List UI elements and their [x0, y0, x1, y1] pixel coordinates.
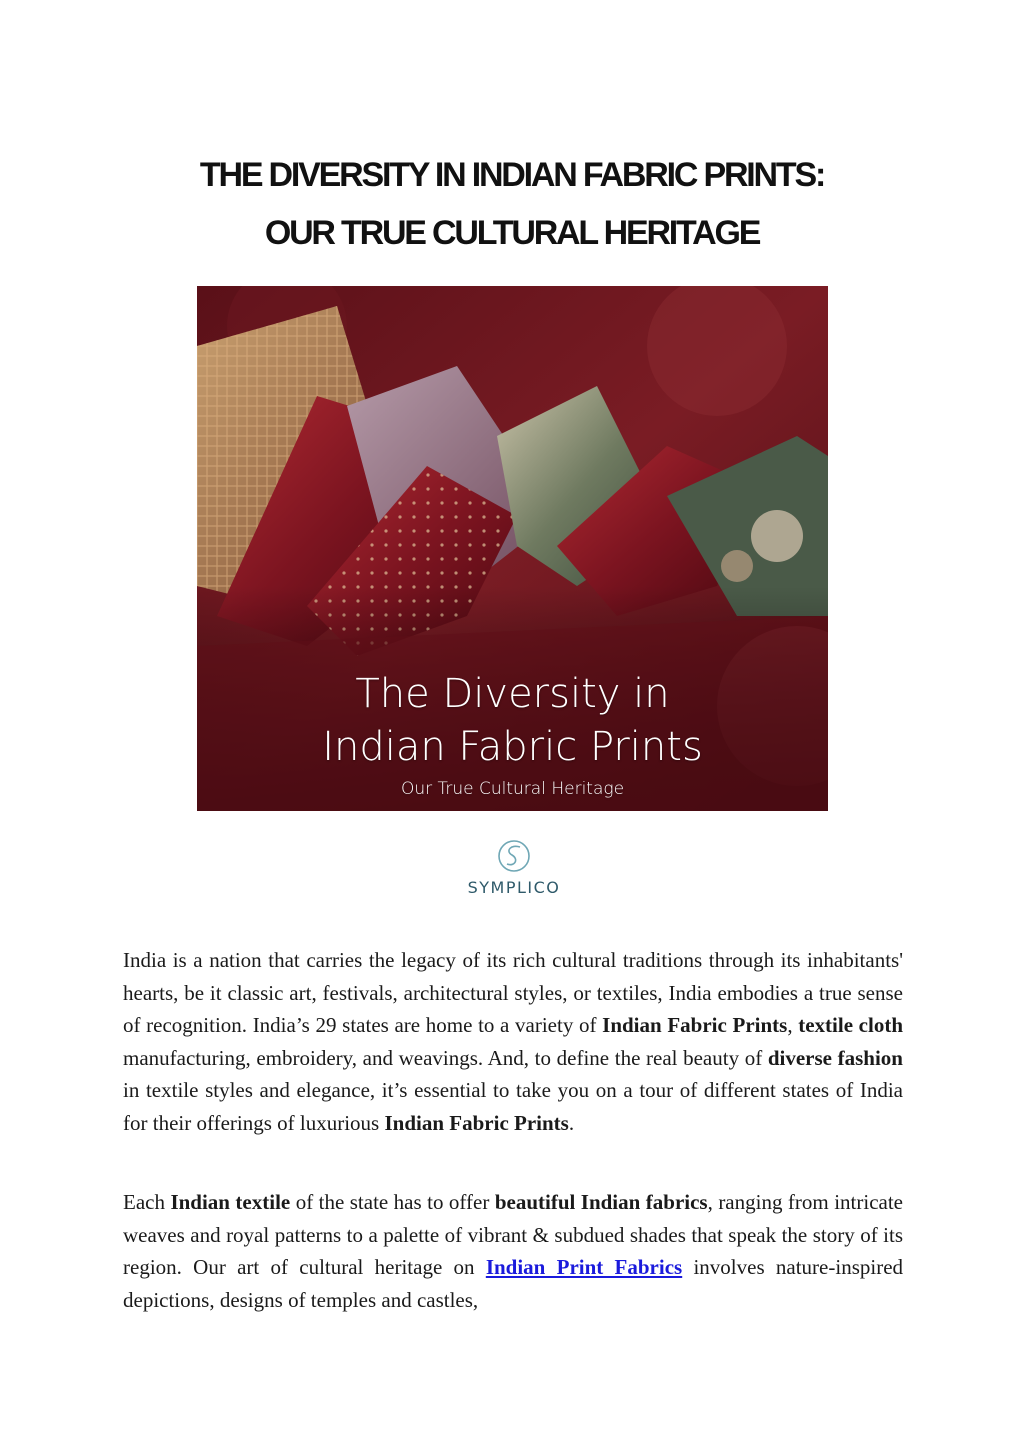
p1-bold-indian-fabric-prints: Indian Fabric Prints: [602, 1013, 788, 1037]
p1-bold-indian-fabric-prints-2: Indian Fabric Prints: [384, 1110, 569, 1135]
indian-print-fabrics-link[interactable]: Indian Print Fabrics: [485, 1255, 683, 1279]
symplico-logo-text: SYMPLICO: [467, 878, 561, 897]
second-paragraph: [123, 1186, 903, 1316]
p2-text-2: of the state has to offer: [290, 1190, 495, 1214]
p1-text-1: India is a nation that carries the legacy of its rich cultural traditions through its inhabitants' hearts, be it classic art, festivals, architectural styles, or textiles, India embodies a true sense of recognition. India’s 29 states are home to a variety of: [123, 948, 903, 1037]
p2-bold-indian-textile: Indian textile: [170, 1190, 291, 1214]
p1-bold-textile-cloth: textile cloth: [798, 1013, 904, 1037]
symplico-logo-icon: [455, 838, 573, 878]
p2-text-3: , ranging from intricate weaves and royal patterns to a palette of vibrant & subdued shades that speak the story of its region. Our art of cultural heritage on: [123, 1190, 903, 1279]
p1-text-2: ,: [787, 1013, 799, 1037]
symplico-logo: [455, 838, 573, 900]
p2-text-1: Each: [123, 1190, 171, 1214]
p2-bold-beautiful-indian-fabrics: beautiful Indian fabrics: [494, 1190, 708, 1214]
p1-bold-diverse-fashion: diverse fashion: [767, 1045, 903, 1070]
hero-overlay-line-3: Our True Cultural Heritage: [400, 779, 625, 799]
intro-paragraph: [123, 944, 903, 1139]
p1-text-4: in textile styles and elegance, it’s essential to take you on a tour of different states of India for their offerings of luxurious: [123, 1078, 903, 1135]
p2-text-4: involves nature-inspired depictions, designs of temples and castles,: [123, 1255, 904, 1312]
p1-text-5: .: [568, 1110, 575, 1135]
hero-overlay-line-2: Indian Fabric Prints: [322, 724, 703, 770]
title-line-2: OUR TRUE CULTURAL HERITAGE: [264, 214, 760, 252]
hero-image: [197, 286, 828, 811]
page-title: [0, 146, 1024, 262]
hero-overlay-line-1: The Diversity in: [355, 671, 670, 717]
p1-text-3: manufacturing, embroidery, and weavings. And, to define the real beauty of: [123, 1045, 768, 1070]
title-line-1: THE DIVERSITY IN INDIAN FABRIC PRINTS:: [199, 156, 825, 194]
